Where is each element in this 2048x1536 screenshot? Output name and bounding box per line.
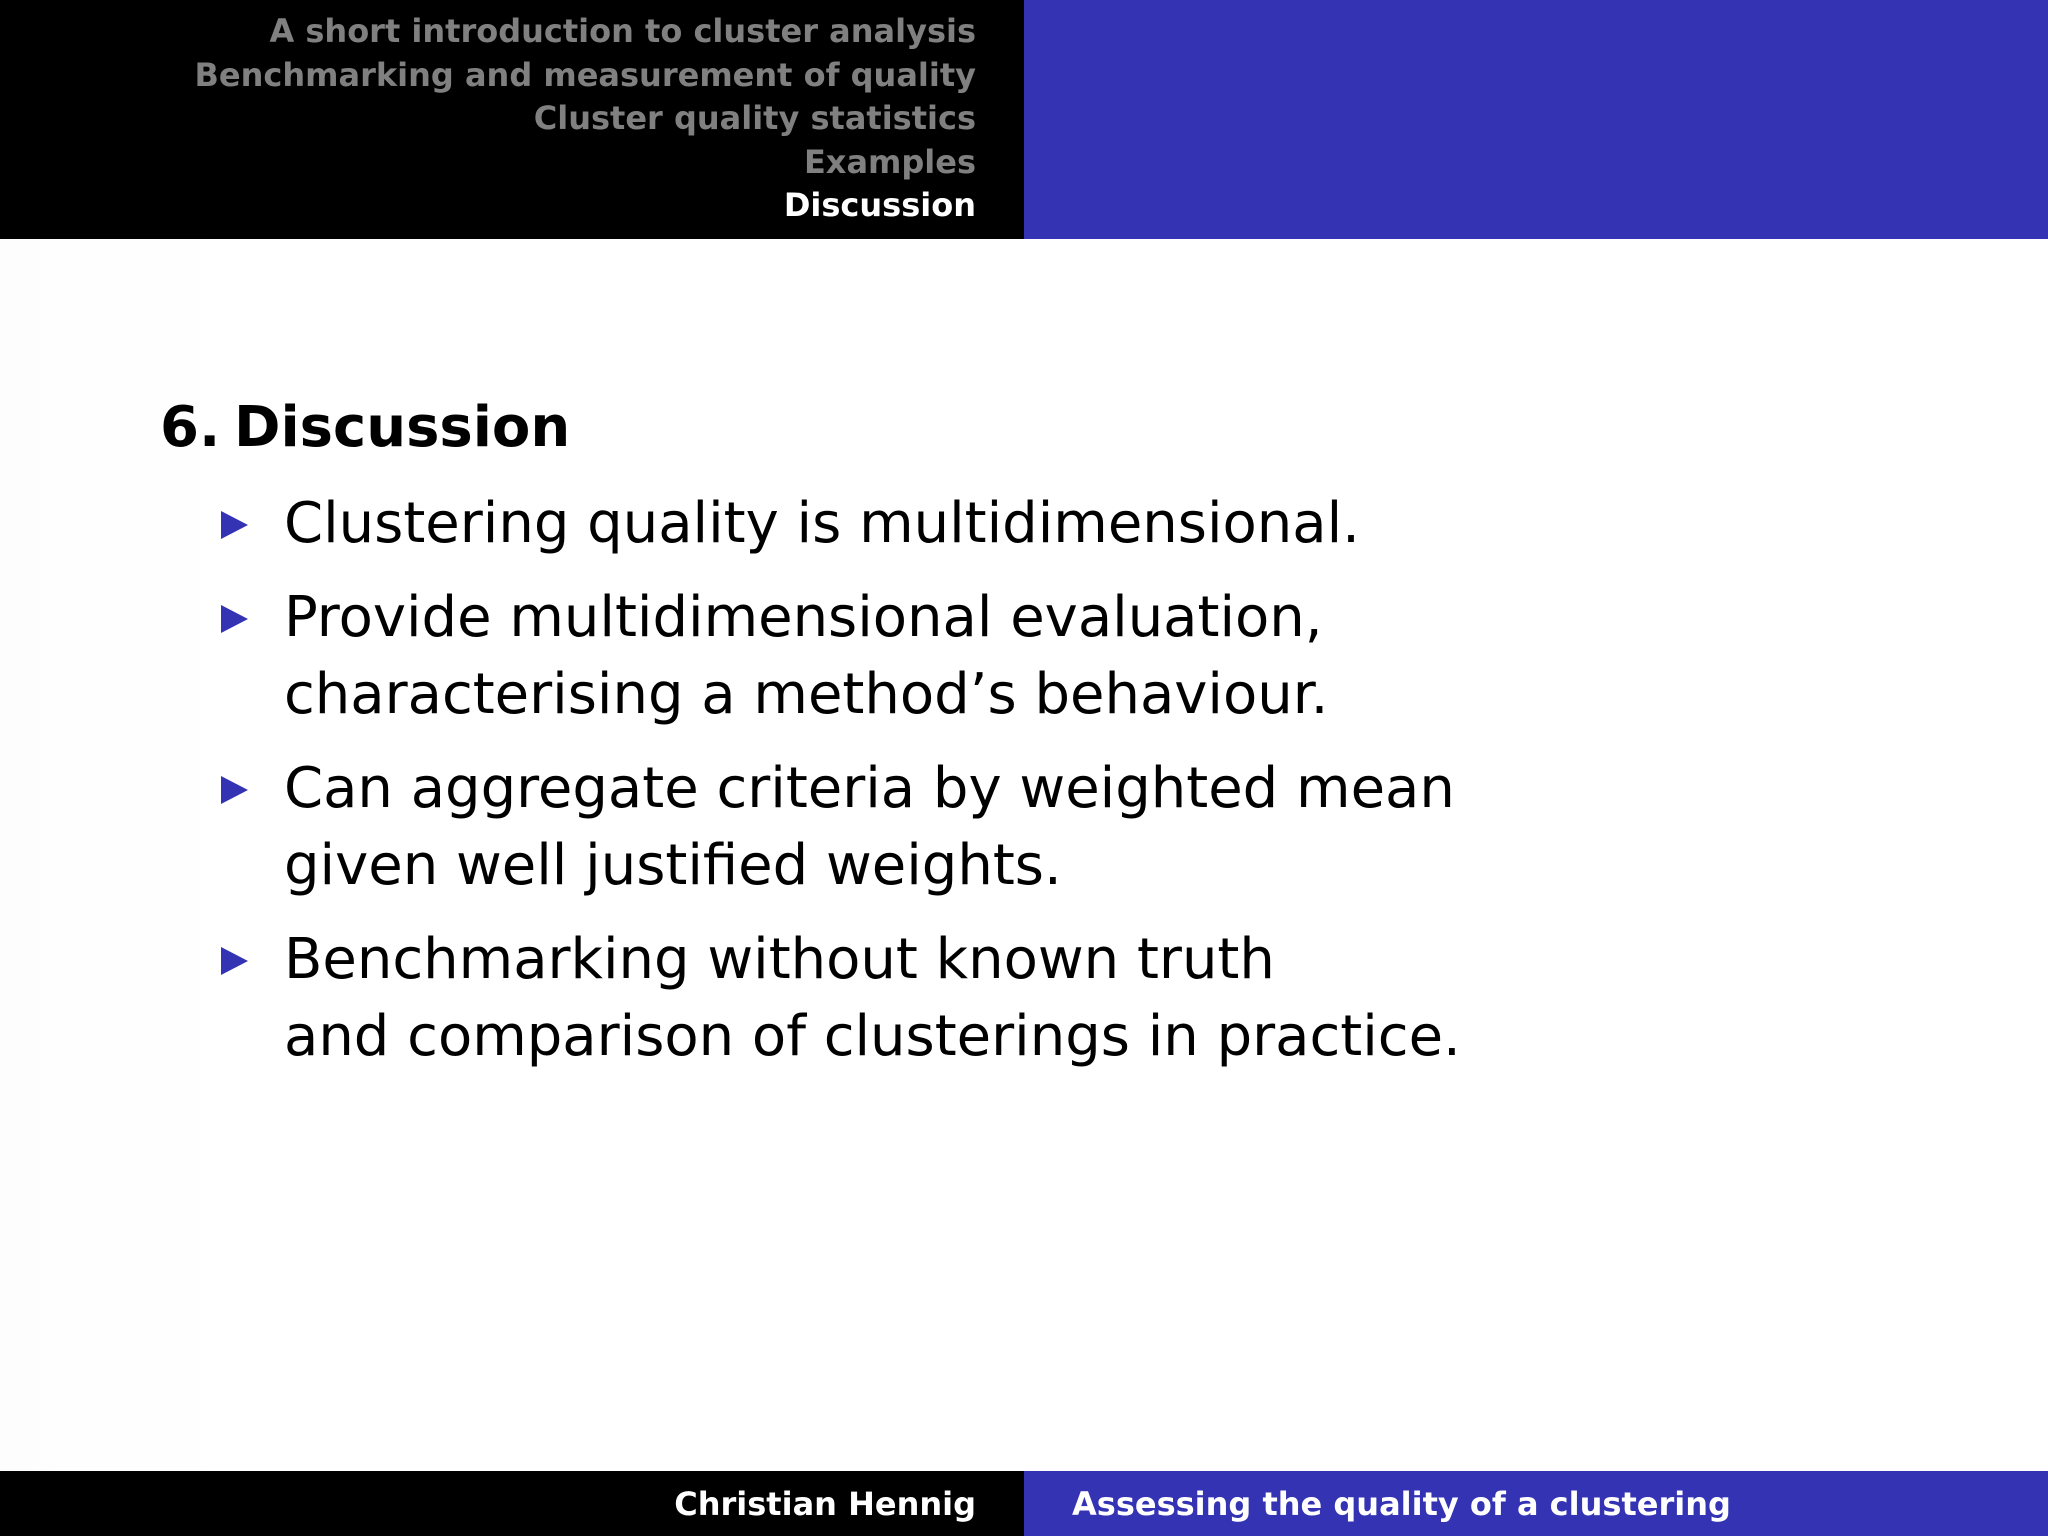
nav-item-benchmarking[interactable]: Benchmarking and measurement of quality [194, 55, 976, 94]
bullet-text-continued: characterising a method’s behaviour. [284, 662, 1329, 727]
nav-item-introduction[interactable]: A short introduction to cluster analysis [269, 12, 976, 50]
bullet-text: Provide multidimensional evaluation, [284, 585, 1323, 650]
footer-bar [0, 1471, 2048, 1536]
bullet-text: Benchmarking without known truth [284, 927, 1275, 992]
bullet-text-continued: and comparison of clusterings in practice. [284, 1004, 1461, 1069]
slide-content [0, 239, 2048, 1471]
section-number: 6. [160, 395, 221, 460]
triangle-bullet-icon [221, 947, 248, 975]
header-bar [0, 0, 2048, 239]
bullet-item [218, 579, 1518, 733]
bullet-list [218, 485, 1518, 1092]
bullet-item [218, 485, 1518, 562]
footer-author-panel [0, 1471, 1024, 1536]
bullet-item [218, 750, 1518, 904]
bullet-text: Can aggregate criteria by weighted mean [284, 756, 1455, 821]
bullet-item [218, 921, 1518, 1075]
footer-title-panel [1024, 1471, 2048, 1536]
nav-item-cluster-quality-statistics[interactable]: Cluster quality statistics [533, 99, 976, 138]
bullet-text: Clustering quality is multidimensional. [284, 491, 1360, 556]
bullet-text-continued: given well justified weights. [284, 833, 1062, 898]
section-heading [160, 393, 570, 463]
footer-talk-title: Assessing the quality of a clustering [1072, 1484, 1731, 1523]
section-navigation [0, 0, 1024, 239]
triangle-bullet-icon [221, 776, 248, 804]
section-title: Discussion [234, 395, 571, 460]
triangle-bullet-icon [221, 605, 248, 633]
nav-item-examples[interactable]: Examples [803, 142, 976, 181]
triangle-bullet-icon [221, 511, 248, 539]
footer-author: Christian Hennig [674, 1484, 976, 1523]
nav-item-discussion[interactable]: Discussion [783, 186, 976, 225]
header-accent-panel [1024, 0, 2048, 239]
